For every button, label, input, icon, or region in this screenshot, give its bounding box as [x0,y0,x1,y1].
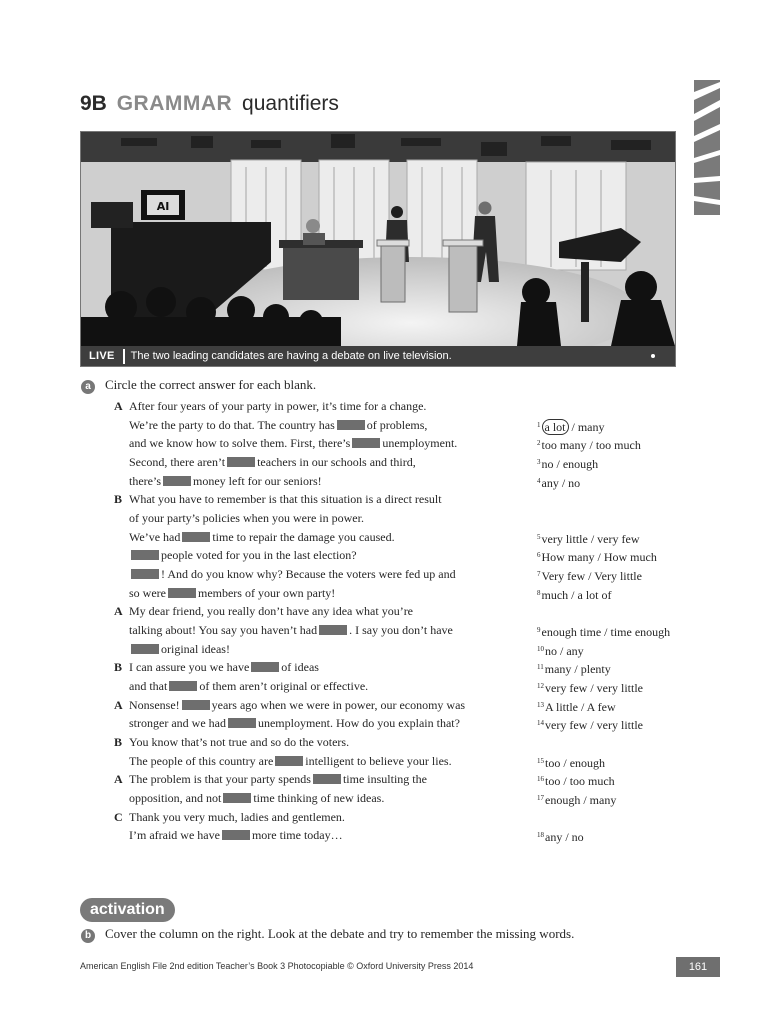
dialogue-text: money left for our seniors! [193,474,322,488]
option-number: 5 [537,533,541,541]
dialogue-line [129,548,357,563]
dialogue-text: more time today… [251,828,343,842]
answer-options [537,567,642,584]
lesson-topic: quantifiers [242,92,339,115]
option-number: 3 [537,458,541,466]
speaker-label: A [114,698,123,712]
lesson-number: 9B [80,92,107,115]
answer-options [537,530,639,547]
option-b: many [577,420,605,434]
option-separator: / [558,476,569,490]
answer-blank [182,532,210,542]
dialogue-line [129,399,426,414]
dialogue-text: members of your own party! [197,586,336,600]
dialogue-text: What you have to remember is that this situation is a direct result [129,492,442,506]
dialogue-text: of your party’s policies when you were in power. [129,511,364,525]
caption-bar [81,346,675,366]
dialogue-text: My dear friend, you really don’t have any idea what you’re [129,604,414,618]
speaker-label: A [114,772,123,786]
option-separator: / [580,793,590,807]
dialogue-text: and we know how to solve them. First, there’s [129,436,351,450]
answer-blank [313,774,341,784]
option-number: 2 [537,439,541,447]
option-b: too much [595,438,641,452]
dialogue-line [129,642,230,657]
answer-blank [319,625,347,635]
dialogue-line [129,698,465,713]
dialogue-text: I can assure you we have [129,660,250,674]
dialogue-line [129,455,416,470]
answer-options [537,828,584,845]
option-separator: / [553,457,563,471]
dialogue-line [129,474,322,489]
option-separator: / [585,569,595,583]
exercise-b-badge: b [81,929,95,943]
dialogue-text: I’m afraid we have [129,828,220,842]
answer-options [537,698,616,715]
dialogue-text: unemployment. How do you explain that? [257,716,460,730]
option-b: How much [603,550,657,564]
option-b: Very little [594,569,642,583]
speaker-label: B [114,735,123,749]
option-number: 14 [537,719,544,727]
answer-options [537,754,605,771]
dialogue-text: The people of this country are [129,754,274,768]
dialogue-line [129,567,456,582]
option-b: very few [597,532,640,546]
dialogue-text: of ideas [281,660,319,674]
option-separator: / [578,700,587,714]
dialogue-text: time insulting the [342,772,427,786]
caption-dot [651,354,655,358]
dialogue-line [129,436,457,451]
option-a: too many [541,438,587,452]
dialogue-line [129,660,319,675]
option-b: no [568,476,581,490]
answer-blank [275,756,303,766]
option-b: time enough [610,625,671,639]
dialogue-text: teachers in our schools and third, [257,455,416,469]
dialogue-text: We’ve had [129,530,181,544]
decorative-stripes [694,80,720,215]
option-b: plenty [580,662,611,676]
monitor-logo: AI [156,200,170,213]
dialogue-text: time to repair the damage you caused. [212,530,395,544]
dialogue-line [129,604,413,619]
option-separator: / [560,774,570,788]
option-a: no [545,644,557,658]
option-separator: / [587,532,598,546]
answer-blank [168,588,196,598]
dialogue-line [129,623,453,638]
option-number: 6 [537,551,541,559]
option-separator: / [562,830,572,844]
dialogue-line [129,716,460,731]
option-separator: / [568,420,578,434]
option-number: 13 [537,701,544,709]
dialogue-text: talking about! You say you haven’t had [129,623,318,637]
option-b: any [566,644,584,658]
dialogue-text: opposition, and not [129,791,222,805]
dialogue-text: We’re the party to do that. The country has [129,418,335,432]
option-b: enough [569,756,606,770]
answer-options [537,791,616,808]
option-b: very little [596,718,643,732]
option-number: 11 [537,663,544,671]
answer-options [537,418,605,435]
option-a: much [541,588,569,602]
dialogue-line [129,828,343,843]
option-number: 17 [537,794,544,802]
dialogue-text: so were [129,586,166,600]
answer-blank [131,569,159,579]
option-number: 4 [537,477,541,485]
answer-blank [169,681,197,691]
option-separator: / [587,681,597,695]
dialogue-text: people voted for you in the last election? [161,548,357,562]
answer-options [537,642,584,659]
dialogue-text: there’s [129,474,161,488]
option-separator: / [586,438,596,452]
activation-heading: activation [80,898,175,922]
option-b: enough [562,457,599,471]
option-b: a lot of [577,588,612,602]
option-number: 12 [537,682,544,690]
answer-blank [337,420,365,430]
dialogue-text: Nonsense! [129,698,180,712]
image-caption: The two leading candidates are having a debate on live television. [130,350,452,362]
dialogue-text: . I say you don’t have [349,623,453,637]
dialogue-text: of them aren’t original or effective. [199,679,369,693]
option-separator: / [587,718,597,732]
dialogue-line [129,492,442,507]
footer-credit: American English File 2nd edition Teacher’s Book 3 Photocopiable © Oxford University Press 2014 [80,961,474,971]
option-a: no [541,457,554,471]
speaker-label: C [114,810,123,824]
option-a: Very few [541,569,586,583]
caption-divider [123,349,125,364]
dialogue-line [129,735,349,750]
dialogue-text: original ideas! [161,642,230,656]
speaker-label: B [114,660,123,674]
dialogue-text: You know that’s not true and so do the voters. [129,735,350,749]
dialogue-line [129,810,345,825]
speaker-label: A [114,604,123,618]
dialogue-text: Thank you very much, ladies and gentlemen. [129,810,345,824]
answer-blank [163,476,191,486]
dialogue-line [129,791,384,806]
debate-illustration [80,131,676,367]
dialogue-text: stronger and we had [129,716,226,730]
dialogue-text: unemployment. [382,436,458,450]
dialogue-line [129,530,395,545]
option-number: 8 [537,589,541,597]
answer-options [537,716,643,733]
option-a: too [545,756,561,770]
exercise-b-instruction: Cover the column on the right. Look at the debate and try to remember the missing words. [105,926,575,941]
option-b: many [589,793,617,807]
option-a: too [545,774,561,788]
option-separator: / [594,550,604,564]
dialogue-text: of problems, [366,418,428,432]
debate-scene [81,132,675,346]
exercise-a-instruction: Circle the correct answer for each blank. [105,377,317,392]
answer-blank [131,644,159,654]
exercise-a-badge: a [81,380,95,394]
page-number: 161 [676,957,720,977]
answer-blank [228,718,256,728]
option-a: very few [545,681,588,695]
page-title [80,92,339,116]
dialogue-text: Second, there aren’t [129,455,226,469]
answer-blank [227,457,255,467]
answer-options [537,455,598,472]
option-a: A little [545,700,578,714]
dialogue-line [129,772,427,787]
option-number: 15 [537,757,544,765]
option-b: no [571,830,584,844]
answer-options [537,623,670,640]
dialogue-text: years ago when we were in power, our economy was [211,698,466,712]
answer-options [537,474,580,491]
option-a: any [541,476,559,490]
option-b: very little [596,681,643,695]
option-number: 18 [537,831,544,839]
dialogue-line [129,754,452,769]
answer-options [537,548,657,565]
option-number: 1 [537,421,541,429]
answer-options [537,586,612,603]
dialogue-line [129,418,427,433]
section-keyword: GRAMMAR [116,92,233,115]
answer-blank [182,700,210,710]
dialogue-text: After four years of your party in power, it’s time for a change. [129,399,427,413]
option-a: very few [545,718,588,732]
option-a: enough time [541,625,602,639]
answer-options [537,660,611,677]
speaker-label: B [114,492,123,506]
option-a: enough [545,793,581,807]
dialogue-line [129,511,364,526]
dialogue-text: intelligent to believe your lies. [305,754,452,768]
dialogue-line [129,586,335,601]
option-number: 10 [537,645,544,653]
option-separator: / [571,662,581,676]
option-number: 7 [537,570,541,578]
option-separator: / [568,588,578,602]
option-b: A few [586,700,616,714]
option-a: How many [541,550,595,564]
answer-blank [223,793,251,803]
speaker-label: A [114,399,123,413]
answer-options [537,436,641,453]
option-a: many [544,662,572,676]
answer-blank [352,438,380,448]
option-separator: / [560,756,570,770]
dialogue-line [129,679,368,694]
dialogue-text: ! And do you know why? Because the voters were fed up and [161,567,456,581]
option-b: too much [569,774,615,788]
answer-options [537,772,615,789]
option-number: 16 [537,775,544,783]
answer-blank [131,550,159,560]
dialogue-text: and that [129,679,168,693]
dialogue-text: The problem is that your party spends [129,772,311,786]
answer-options [537,679,643,696]
option-a: a lot [542,419,569,435]
option-number: 9 [537,626,541,634]
option-separator: / [601,625,611,639]
live-label: LIVE [89,350,115,362]
option-a: any [545,830,563,844]
option-separator: / [557,644,567,658]
answer-blank [222,830,250,840]
dialogue-text: time thinking of new ideas. [253,791,385,805]
answer-blank [251,662,279,672]
option-a: very little [541,532,588,546]
